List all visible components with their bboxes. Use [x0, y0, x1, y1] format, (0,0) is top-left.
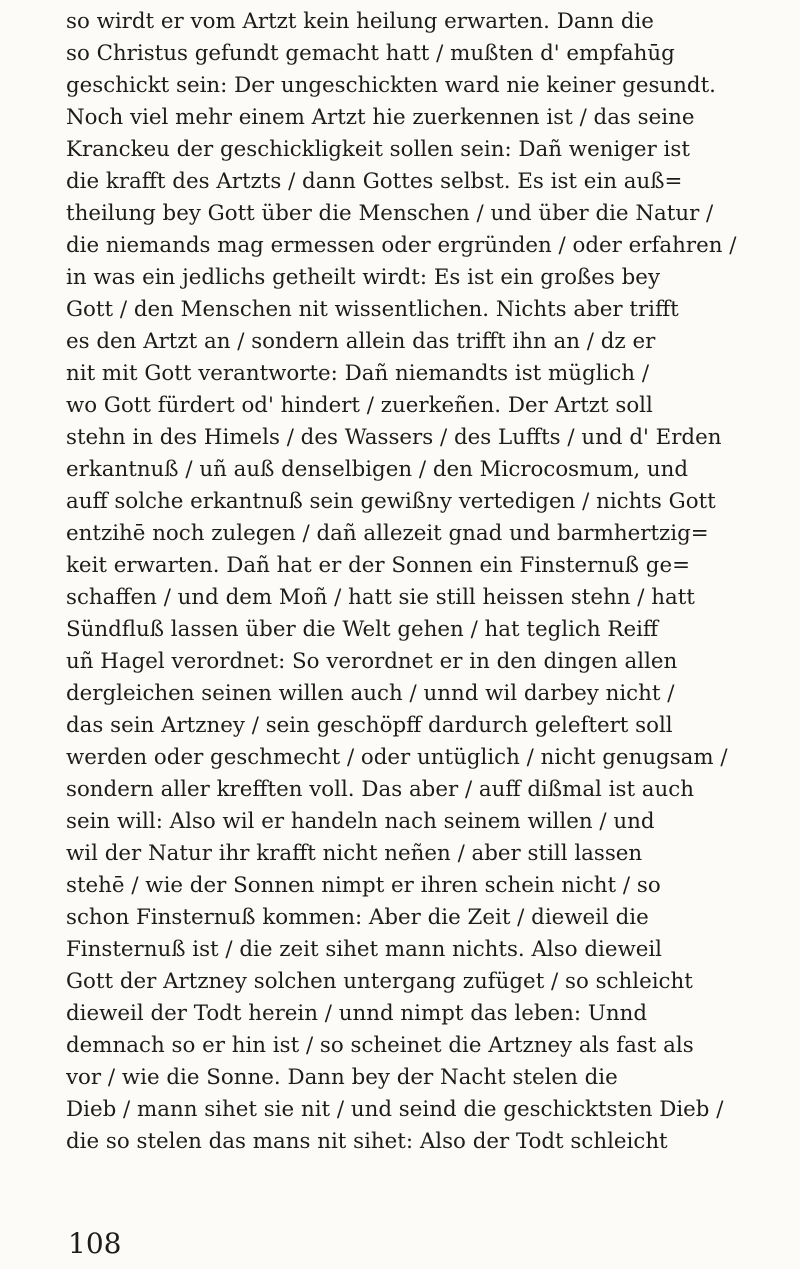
- text-line-30: Finsternuß ist / die zeit sihet mann nichts. Also dieweil: [66, 937, 662, 962]
- text-line-28: stehē / wie der Sonnen nimpt er ihren schein nicht / so: [66, 873, 661, 898]
- text-line-24: werden oder geschmecht / oder untüglich / nicht genugsam /: [66, 745, 728, 770]
- text-line-6: die krafft des Artzts / dann Gottes selbst. Es ist ein auß=: [66, 169, 683, 194]
- text-line-1: so wirdt er vom Artzt kein heilung erwarten. Dann die: [66, 9, 654, 34]
- text-line-36: die so stelen das mans nit sihet: Also der Todt schleicht: [66, 1129, 668, 1154]
- text-line-19: schaffen / und dem Moñ / hatt sie still heissen stehn / hatt: [66, 585, 695, 610]
- text-line-13: wo Gott fürdert od' hindert / zuerkeñen. Der Artzt soll: [66, 393, 653, 418]
- text-line-12: nit mit Gott verantworte: Dañ niemandts ist müglich /: [66, 361, 650, 386]
- text-line-11: es den Artzt an / sondern allein das trifft ihn an / dz er: [66, 329, 656, 354]
- text-line-17: entzihē noch zulegen / dañ allezeit gnad und barmhertzig=: [66, 521, 709, 546]
- text-line-7: theilung bey Gott über die Menschen / und über die Natur /: [66, 201, 714, 226]
- text-line-25: sondern aller krefften voll. Das aber / auff dißmal ist auch: [66, 777, 694, 802]
- text-line-5: Kranckeu der geschickligkeit sollen sein: Dañ weniger ist: [66, 137, 690, 162]
- text-line-14: stehn in des Himels / des Wassers / des Luffts / und d' Erden: [66, 425, 722, 450]
- text-line-32: dieweil der Todt herein / unnd nimpt das leben: Unnd: [66, 1001, 648, 1026]
- text-line-21: uñ Hagel verordnet: So verordnet er in den dingen allen: [66, 649, 678, 674]
- text-line-18: keit erwarten. Dañ hat er der Sonnen ein Finsternuß ge=: [66, 553, 690, 578]
- text-line-35: Dieb / mann sihet sie nit / und seind die geschicktsten Dieb /: [66, 1097, 724, 1122]
- text-line-34: vor / wie die Sonne. Dann bey der Nacht stelen die: [66, 1065, 618, 1090]
- text-line-10: Gott / den Menschen nit wissentlichen. Nichts aber trifft: [66, 297, 679, 322]
- text-line-31: Gott der Artzney solchen untergang zufüget / so schleicht: [66, 969, 693, 994]
- text-line-27: wil der Natur ihr krafft nicht neñen / aber still lassen: [66, 841, 643, 866]
- text-line-20: Sündfluß lassen über die Welt gehen / hat teglich Reiff: [66, 617, 659, 642]
- text-line-8: die niemands mag ermessen oder ergründen / oder erfahren /: [66, 233, 737, 258]
- text-line-3: geschickt sein: Der ungeschickten ward nie keiner gesundt.: [66, 73, 716, 98]
- text-line-26: sein will: Also wil er handeln nach seinem willen / und: [66, 809, 655, 834]
- text-line-2: so Christus gefundt gemacht hatt / mußten d' empfahūg: [66, 41, 675, 66]
- text-line-9: in was ein jedlichs getheilt wirdt: Es ist ein großes bey: [66, 265, 660, 290]
- text-line-29: schon Finsternuß kommen: Aber die Zeit / dieweil die: [66, 905, 649, 930]
- text-line-22: dergleichen seinen willen auch / unnd wil darbey nicht /: [66, 681, 675, 706]
- page-number: 108: [68, 1227, 122, 1260]
- text-line-4: Noch viel mehr einem Artzt hie zuerkennen ist / das seine: [66, 105, 695, 130]
- text-line-23: das sein Artzney / sein geschöpff dardurch geleftert soll: [66, 713, 673, 738]
- text-line-15: erkantnuß / uñ auß denselbigen / den Microcosmum, und: [66, 457, 689, 482]
- text-line-33: demnach so er hin ist / so scheinet die Artzney als fast als: [66, 1033, 694, 1058]
- text-line-16: auff solche erkantnuß sein gewißny vertedigen / nichts Gott: [66, 489, 716, 514]
